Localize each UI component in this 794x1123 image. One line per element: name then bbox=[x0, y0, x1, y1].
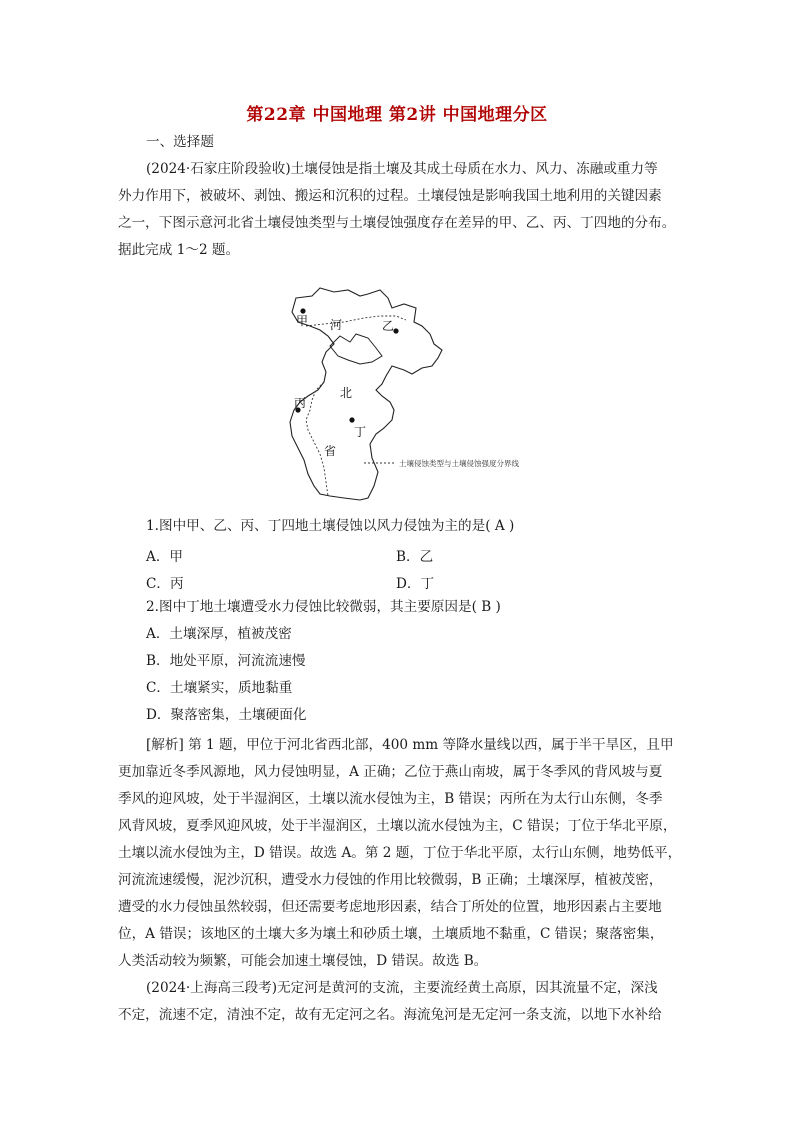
intro-line: 之一，下图示意河北省土壤侵蚀类型与土壤侵蚀强度存在差异的甲、乙、丙、丁四地的分布。 bbox=[118, 215, 676, 231]
analysis-paragraph bbox=[118, 732, 680, 975]
section-label: 一、选择题 bbox=[146, 134, 214, 150]
intro-paragraph bbox=[118, 156, 680, 264]
analysis-line: [解析] 第 1 题，甲位于河北省西北部，400 mm 等降水量线以西，属于半干旱区，且甲 bbox=[146, 737, 674, 753]
analysis-line: 风背风坡，夏季风迎风坡，处于半湿润区，土壤以流水侵蚀为主，C 错误；丁位于华北平原， bbox=[118, 818, 677, 834]
question-2-stem: 2.图中丁地土壤遭受水力侵蚀比较微弱，其主要原因是( B ) bbox=[146, 599, 501, 615]
q2-option-b: B．地处平原，河流流速慢 bbox=[146, 653, 306, 669]
q2-option-a: A．土壤深厚，植被茂密 bbox=[146, 626, 292, 642]
analysis-line: 人类活动较为频繁，可能会加速土壤侵蚀，D 错误。故选 B。 bbox=[118, 953, 488, 969]
label-yi: 乙 bbox=[382, 319, 395, 333]
analysis-line: 位，A 错误；该地区的土壤大多为壤土和砂质土壤，土壤质地不黏重，C 错误；聚落密集， bbox=[118, 926, 664, 942]
question-2 bbox=[118, 594, 680, 729]
question-1-stem: 1.图中甲、乙、丙、丁四地土壤侵蚀以风力侵蚀为主的是( A ) bbox=[146, 518, 515, 534]
intro-line: (2024·石家庄阶段验收)土壤侵蚀是指土壤及其成土母质在水力、风力、冻融或重力等 bbox=[146, 161, 658, 177]
point-yi bbox=[393, 328, 398, 333]
question-1 bbox=[118, 513, 680, 540]
q1-option-c: C．丙 bbox=[146, 576, 184, 592]
label-jia: 甲 bbox=[296, 314, 309, 328]
passage-2-line: 不定，流速不定，清浊不定，故有无定河之名。海流兔河是无定河一条支流，以地下水补给 bbox=[118, 1007, 662, 1023]
boundary-line-west bbox=[306, 382, 328, 496]
section-heading bbox=[118, 129, 680, 156]
intro-line: 据此完成 1～2 题。 bbox=[118, 242, 240, 258]
analysis-line: 季风的迎风坡，处于半湿润区，土壤以流水侵蚀为主，B 错误；丙所在为太行山东侧，冬季 bbox=[118, 791, 663, 807]
inner-coast-line bbox=[330, 334, 382, 364]
page-title: 第22章 中国地理 第2讲 中国地理分区 bbox=[246, 105, 548, 125]
q2-option-c: C．土壤紧实，质地黏重 bbox=[146, 680, 293, 696]
province-outline bbox=[290, 288, 442, 500]
legend-label: 土壤侵蚀类型与土壤侵蚀强度分界线 bbox=[399, 459, 519, 468]
label-bei: 北 bbox=[340, 386, 353, 400]
point-jia bbox=[300, 308, 305, 313]
passage-2 bbox=[118, 975, 680, 1029]
analysis-line: 河流流速缓慢，泥沙沉积，遭受水力侵蚀的作用比较微弱，B 正确；土壤深厚，植被茂密， bbox=[118, 872, 663, 888]
q1-option-a: A．甲 bbox=[146, 549, 184, 565]
point-ding bbox=[349, 417, 354, 422]
label-bing: 丙 bbox=[294, 396, 307, 410]
q2-option-d: D．聚落密集，土壤硬面化 bbox=[146, 707, 307, 723]
q1-option-b: B．乙 bbox=[396, 549, 434, 565]
intro-line: 外力作用下，被破坏、剥蚀、搬运和沉积的过程。土壤侵蚀是影响我国土地利用的关键因素 bbox=[118, 188, 662, 204]
passage-2-line: (2024·上海高三段考)无定河是黄河的支流，主要流经黄土高原，因其流量不定，深浅 bbox=[146, 980, 658, 996]
analysis-line: 更加靠近冬季风源地，风力侵蚀明显，A 正确；乙位于燕山南坡，属于冬季风的背风坡与夏 bbox=[118, 764, 663, 780]
q1-option-d: D．丁 bbox=[396, 576, 435, 592]
label-ding: 丁 bbox=[354, 425, 367, 439]
label-sheng: 省 bbox=[324, 444, 337, 458]
hebei-map bbox=[284, 286, 554, 508]
analysis-line: 土壤以流水侵蚀为主，D 错误。故选 A。第 2 题，丁位于华北平原，太行山东侧，地势低平， bbox=[118, 845, 682, 861]
label-he: 河 bbox=[330, 318, 343, 332]
analysis-line: 遭受的水力侵蚀虽然较弱，但还需要考虑地形因素，结合丁所处的位置，地形因素占主要地 bbox=[118, 899, 662, 915]
